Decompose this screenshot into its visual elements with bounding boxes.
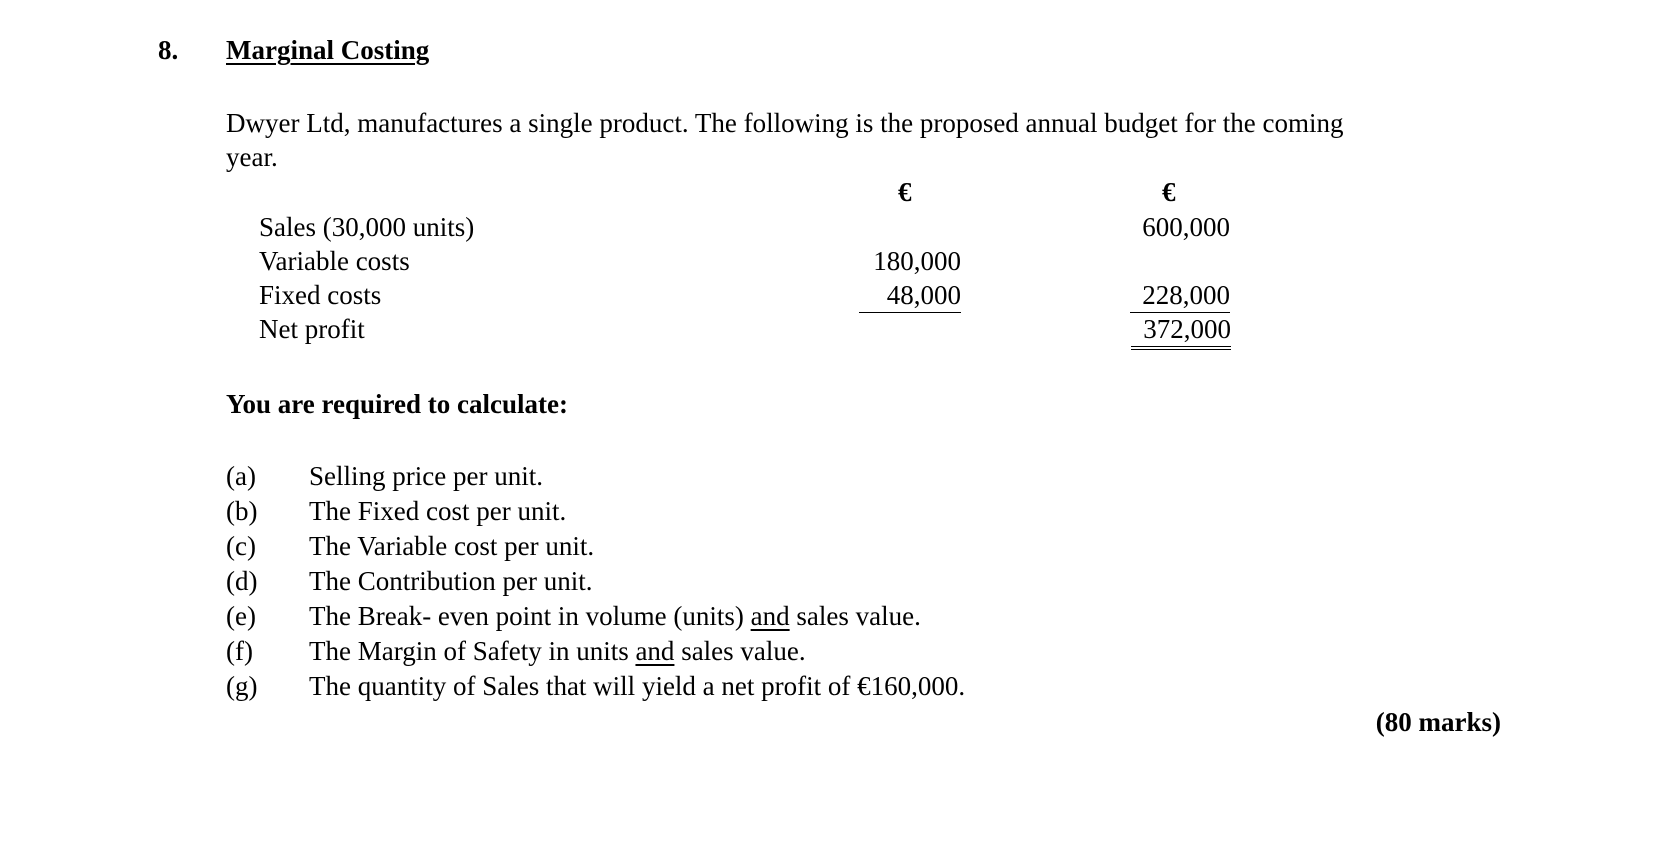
requirements-heading: You are required to calculate: — [226, 389, 568, 419]
emphasis-and: and — [750, 601, 790, 631]
marks-label: (80 marks) — [1375, 707, 1501, 737]
question-title: Marginal Costing — [226, 35, 430, 65]
row-label-fixed-costs: Fixed costs — [259, 280, 382, 310]
row-label-sales: Sales (30,000 units) — [259, 212, 475, 242]
item-text: The Contribution per unit. — [309, 566, 593, 596]
question-number: 8. — [158, 35, 179, 65]
intro-text-line1: Dwyer Ltd, manufactures a single product. The following is the proposed annual budget for the coming — [226, 108, 1344, 138]
item-letter: (c) — [226, 531, 256, 561]
item-text: The Break- even point in volume (units) and sales value. — [309, 601, 921, 631]
row-value-total-costs: 228,000 — [1130, 279, 1230, 313]
row-label-net-profit: Net profit — [259, 314, 365, 344]
item-text: The Fixed cost per unit. — [309, 496, 567, 526]
row-label-variable-costs: Variable costs — [259, 246, 410, 276]
row-value-variable-costs: 180,000 — [873, 246, 961, 276]
row-value-net-profit: 372,000 — [1131, 313, 1231, 350]
row-value-fixed-costs: 48,000 — [859, 279, 961, 313]
currency-header-col2: € — [1162, 177, 1176, 207]
item-text: The quantity of Sales that will yield a net profit of €160,000. — [309, 671, 966, 701]
row-value-sales-total: 600,000 — [1142, 212, 1230, 242]
emphasis-and: and — [635, 636, 675, 666]
intro-text-line2: year. — [226, 142, 278, 172]
item-letter: (g) — [226, 671, 258, 701]
item-letter: (e) — [226, 601, 256, 631]
item-text: The Variable cost per unit. — [309, 531, 595, 561]
currency-header-col1: € — [898, 177, 912, 207]
item-letter: (b) — [226, 496, 258, 526]
item-text: The Margin of Safety in units and sales value. — [309, 636, 806, 666]
item-letter: (f) — [226, 636, 253, 666]
item-letter: (a) — [226, 461, 256, 491]
item-text: Selling price per unit. — [309, 461, 543, 491]
item-letter: (d) — [226, 566, 258, 596]
